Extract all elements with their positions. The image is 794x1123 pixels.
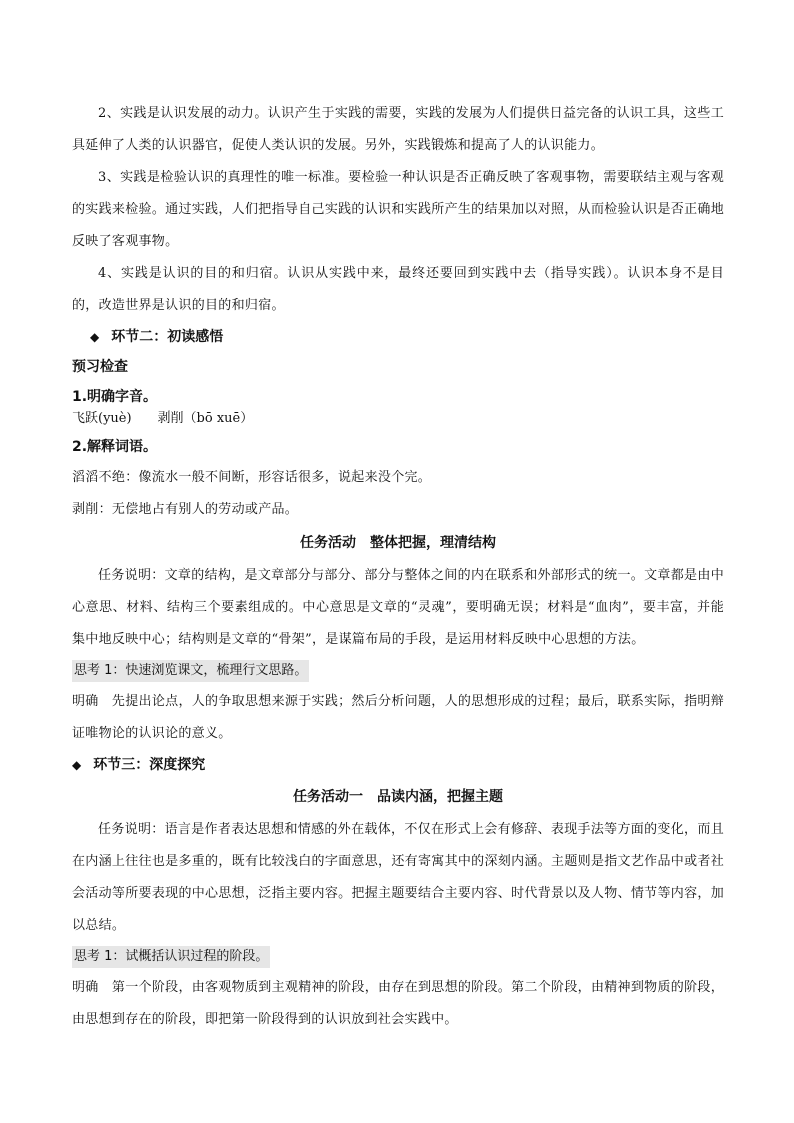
task1-title: 任务活动 整体把握，理清结构 xyxy=(300,535,496,551)
diamond-bullet-icon: ◆ xyxy=(72,758,82,772)
task1-description: 任务说明：文章的结构，是文章部分与部分、部分与整体之间的内在联系和外部形式的统一。文章都是由中心意思、材料、结构三个要素组成的。中心意思是文章的“灵魂”，要明确无误；材料是“血肉”，要丰富，并能集中地反映中心；结构则是文章的“骨架”，是谋篇布局的手段，是运用材料反映中心思想的方法。 xyxy=(72,568,724,647)
paragraph-practice-2: 2、实践是认识发展的动力。认识产生于实践的需要，实践的发展为人们提供日益完备的认识工具，这些工具延伸了人类的认识器官，促使人类认识的发展。另外，实践锻炼和提高了人的认识能力。 xyxy=(72,106,724,153)
section-heading-3 xyxy=(72,750,724,780)
task2-title: 任务活动一 品读内涵，把握主题 xyxy=(293,789,503,805)
pinyin-items: 飞跃(yuè) 剥削（bō xuē） xyxy=(72,411,254,426)
document-page xyxy=(72,98,724,1036)
section-heading-2 xyxy=(72,322,724,352)
task1-answer: 明确 先提出论点，人的争取思想来源于实践；然后分析问题，人的思想形成的过程；最后，联系实际，指明辩证唯物论的认识论的意义。 xyxy=(72,694,724,741)
task1-think: 思考 1：快速浏览课文，梳理行文思路。 xyxy=(72,660,309,682)
paragraph-practice-3: 3、实践是检验认识的真理性的唯一标准。要检验一种认识是否正确反映了客观事物，需要联结主观与客观的实践来检验。通过实践，人们把指导自己实践的认识和实践所产生的结果加以对照，从而检验认识是否正确地反映了客观事物。 xyxy=(72,170,724,249)
vocab-item: 剥削：无偿地占有别人的劳动或产品。 xyxy=(72,502,299,517)
task2-think: 思考 1：试概括认识过程的阶段。 xyxy=(72,946,270,968)
vocab-title: 2.解释词语。 xyxy=(72,439,158,455)
section-title-3: 环节三：深度探究 xyxy=(93,757,206,773)
paragraph-practice-4: 4、实践是认识的目的和归宿。认识从实践中来，最终还要回到实践中去（指导实践）。认识本身不是目的，改造世界是认识的目的和归宿。 xyxy=(72,266,724,313)
task2-answer: 明确 第一个阶段，由客观物质到主观精神的阶段，由存在到思想的阶段。第二个阶段，由精神到物质的阶段，由思想到存在的阶段，即把第一阶段得到的认识放到社会实践中。 xyxy=(72,980,724,1027)
vocab-item: 滔滔不绝：像流水一般不间断，形容话很多，说起来没个完。 xyxy=(72,470,432,485)
section-title-2: 环节二：初读感悟 xyxy=(111,329,224,345)
diamond-bullet-icon: ◆ xyxy=(90,330,100,344)
task2-description: 任务说明：语言是作者表达思想和情感的外在载体，不仅在形式上会有修辞、表现手法等方面的变化，而且在内涵上往往也是多重的，既有比较浅白的字面意思，还有寄寓其中的深刻内涵。主题则是指文艺作品中或者社会活动等所要表现的中心思想，泛指主要内容。把握主题要结合主要内容、时代背景以及人物、情节等内容，加以总结。 xyxy=(72,822,724,933)
pinyin-title: 1.明确字音。 xyxy=(72,389,158,405)
preview-check-title: 预习检查 xyxy=(72,359,128,375)
